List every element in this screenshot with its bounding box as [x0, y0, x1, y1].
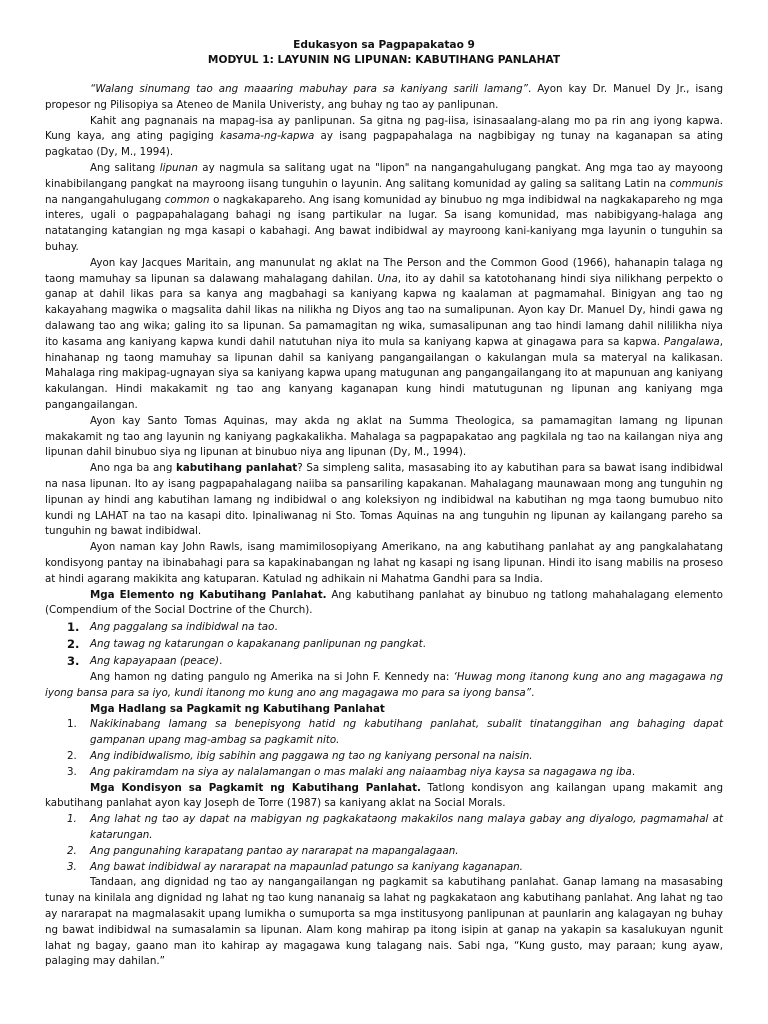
list-item: [45, 844, 723, 860]
title-spacer: [45, 68, 723, 82]
paragraph-kabutihan: [45, 461, 723, 540]
list-item: [45, 636, 723, 653]
subject-title: Edukasyon sa Pagpapakatao 9: [293, 39, 475, 51]
paragraph-kennedy: [45, 670, 723, 702]
kapwa-text-b: ay isang pagpapahalaga na nagbibigay ng tunay na kaganapan sa ating pagkatao (Dy, M., 1994).: [45, 130, 723, 159]
paragraph-kondisyon: [45, 781, 723, 813]
paragraph-aquinas: Ayon kay Santo Tomas Aquinas, may akda ng aklat na Summa Theologica, sa pamamagitan lamang ng lipunan makakamit ng tao ang layunin ng kaniyang pagkakalikha. Mahalaga sa pagpapakatao ang pagkilala ng tao na kailangan niya ang lipunan dahil binubuo siya ng lipunan at binubuo niya ang lipunan (Dy, M., 1994).: [45, 414, 723, 459]
elemento-heading: Mga Elemento ng Kabutihang Panlahat.: [90, 588, 327, 601]
kennedy-quote: ‘Huwag mong itanong kung ano ang magagawa ng iyong bansa para sa iyo, kundi itanong mo kung ano ang magagawa mo para sa iyong bansa”: [45, 671, 723, 699]
kondisyon-text: Tatlong kondisyon ang kailangan upang makamit ang kabutihang panlahat ayon kay Joseph de Torre (1987) sa kaniyang aklat na Social Morals.: [45, 781, 723, 810]
elemento-text: Ang kabutihang panlahat ay binubuo ng tatlong mahahalagang elemento (Compendium of the Social Doctrine of the Church).: [45, 588, 723, 617]
hadlang-heading: Mga Hadlang sa Pagkamit ng Kabutihang Panlahat: [90, 702, 385, 715]
lipunan-emphasis-2: communis: [669, 177, 723, 190]
lipunan-text-d: o nagkakapareho. Ang isang komunidad ay binubuo ng mga indibidwal na nagkakapareho ng mga interes, ugali o pagpapahalagang bahagi ng isang partikular na lugar. Sa isang komunidad, mas nabibigyang-halaga ang natatanging katangian ng mga kasapi o kabahagi. Ang bawat indibidwal ay mayroong kani-kaniyang mga layunin o tunguhin sa buhay.: [45, 193, 724, 253]
paragraph-elemento: [45, 588, 723, 620]
list-number: 2.: [67, 750, 77, 763]
kondisyon-list: [45, 812, 723, 875]
list-item-text: Ang lahat ng tao ay dapat na mabigyan ng pagkakataong makakilos nang malaya gabay ang diyalogo, pagmamahal at katarungan.: [90, 813, 723, 842]
paragraph-tandaan: Tandaan, ang dignidad ng tao ay nangangailangan ng pagkamit sa kabutihang panlahat. Ganap lamang na masasabing tunay na kinilala ang dignidad ng lahat ng tao kung nananaig sa lahat ng pagkakataon ang kabutihang panlahat. Ang lahat ng tao ay nararapat na magmalasakit upang lumikha o sumuporta sa mga institusyong panlipunan at paunlarin ang kalagayan ng buhay ng bawat indibidwal na sumasalamin sa lipunan. Alam kong mahirap pa itong isipin at ganap na yakapin sa kasalukuyan ngunit lahat ng bagay, gaano man ito kahirap ay magagawa kung talagang nais. Sabi nga, “Kung gusto, may paraan; kung ayaw, palaging may dahilan.”: [45, 876, 723, 968]
list-number: 3.: [67, 654, 80, 669]
kabutihan-bold-term: kabutihang panlahat: [176, 462, 298, 475]
list-number: 3.: [67, 765, 77, 778]
list-item-text: Ang indibidwalismo, ibig sabihin ang paggawa ng tao ng kaniyang personal na naisin.: [90, 750, 533, 763]
list-number: 1.: [67, 620, 80, 635]
list-item-text: Ang paggalang sa indibidwal na tao: [90, 621, 275, 634]
list-item: [45, 765, 723, 781]
paragraph-intro: [45, 82, 723, 114]
kabutihan-text-b: ? Sa simpleng salita, masasabing ito ay kabutihan para sa bawat isang indibidwal na nasa lipunan. Ito ay isang pagpapahalagang naiiba sa pansariling kapakanan. Mahalagang maunawaan mong ang tunguhin ng lipunan ay hindi ang kabutihan lamang ng indibidwal o ang koleksiyon ng indibidwal na kabutihan ng mga taong bumubuo nito kundi ng LAHAT na tao na kasapi dito. Ipinaliwanag ni Sto. Tomas Aquinas na ang tunguhin ng lipunan ay kailangang pareho sa tunguhin ng bawat indibidwal.: [45, 462, 724, 538]
module-title: MODYUL 1: LAYUNIN NG LIPUNAN: KABUTIHANG PANLAHAT: [207, 54, 561, 66]
lipunan-text-a: Ang salitang: [90, 161, 160, 174]
list-number: 1.: [67, 718, 77, 731]
list-number: 1.: [67, 813, 77, 826]
list-item: [45, 619, 723, 636]
list-item: [45, 749, 723, 765]
list-item: [45, 717, 723, 749]
paragraph-lipunan: [45, 161, 723, 256]
list-item: [45, 812, 723, 844]
kennedy-text-b: .: [531, 686, 535, 699]
maritain-text-c: , hinahanap ng taong mamuhay sa lipunan dahil sa kaniyang pangangailangan o kakulangan mula sa materyal na kalikasan. Mahalaga ring makipag-ugnayan siya sa kaniyang kapwa upang matugunan ang pangangailangang ito at mapunuan ang kaniyang kakulangan. Hindi makakamit ng tao ang kanyang kaganapan kung hindi matutugunan ng lipunan ang kaniyang mga pangangailangan.: [45, 335, 723, 411]
lipunan-text-c: na nangangahulugang: [45, 193, 165, 206]
list-number: 2.: [67, 844, 77, 857]
kondisyon-heading: Mga Kondisyon sa Pagkamit ng Kabutihang Panlahat.: [90, 781, 421, 794]
document-page: [45, 38, 723, 970]
list-item-text: Nakikinabang lamang sa benepisyong hatid ng kabutihang panlahat, subalit tinatanggihan ang bahaging dapat gampanan upang mag-ambag sa pagkamit nito.: [90, 718, 723, 747]
paragraph-kapwa: [45, 114, 723, 161]
list-item-tail: .: [422, 638, 426, 651]
maritain-emphasis-2: Pangalawa: [663, 335, 720, 348]
list-item-text: Ang pakiramdam na siya ay nalalamangan o mas malaki ang naiaambag niya kaysa sa nagagawa ng iba: [90, 765, 632, 778]
lipunan-emphasis-1: lipunan: [159, 161, 198, 174]
list-item-tail: .: [631, 765, 636, 778]
list-item: [45, 653, 723, 670]
list-item-text: Ang tawag ng katarungan o kapakanang panlipunan ng pangkat: [90, 638, 423, 651]
kapwa-text-a: Kahit ang pagnanais na mapag-isa ay panlipunan. Sa gitna ng pag-iisa, isinasaalang-alang mo pa rin ang iyong kapwa. Kung kaya, ang ating pagiging: [45, 114, 723, 143]
intro-quote: “Walang sinumang tao ang maaaring mabuhay para sa kaniyang sarili lamang”: [90, 83, 529, 95]
list-item-tail: .: [274, 621, 278, 634]
lipunan-emphasis-3: common: [164, 193, 210, 206]
kapwa-emphasis: kasama-ng-kapwa: [220, 130, 315, 143]
lipunan-text-b: ay nagmula sa salitang ugat na "lipon" na nangangahulugang pangkat. Ang mga tao ay mayoong kinabibilangang pangkat na mayroong iisang tunguhin o layunin. Ang salitang komunidad ay galing sa salitang Latin na: [45, 161, 723, 190]
intro-text: . Ayon kay Dr. Manuel Dy Jr., isang propesor ng Pilisopiya sa Ateneo de Manila Univeristy, ang buhay ng tao ay panlipunan.: [45, 83, 724, 111]
paragraph-rawls: Ayon naman kay John Rawls, isang mamimilosopiyang Amerikano, na ang kabutihang panlahat ay ang pangkalahatang kondisyong pantay na ibinabahagi para sa kapakinabangan ng lahat ng kasapi ng isang lipunan. Hindi ito isang mabilis na proseso at hindi agarang makikita ang katuparan. Katulad ng adhikain ni Mahatma Gandhi para sa India.: [45, 541, 723, 585]
kabutihan-text-a: Ano nga ba ang: [90, 462, 177, 475]
list-number: 2.: [67, 637, 80, 652]
list-item-tail: .: [219, 655, 223, 668]
maritain-emphasis-1: Una: [377, 272, 398, 285]
paragraph-maritain: [45, 256, 723, 414]
maritain-text-a: Ayon kay Jacques Maritain, ang manunulat ng aklat na The Person and the Common Good (1966), hahanapin talaga ng taong mamuhay sa lipunan sa dalawang mahalagang dahilan.: [45, 256, 723, 285]
elemento-list: [45, 619, 723, 670]
list-item-text: Ang kapayapaan (peace): [90, 655, 220, 668]
list-item: [45, 860, 723, 876]
list-item-text: Ang pangunahing karapatang pantao ay nararapat na mapangalagaan.: [90, 844, 459, 857]
hadlang-list: [45, 717, 723, 780]
list-item-text: Ang bawat indibidwal ay nararapat na mapaunlad patungo sa kaniyang kaganapan.: [90, 860, 523, 873]
list-number: 3.: [67, 860, 77, 873]
maritain-text-b: , ito ay dahil sa katotohanang hindi siya nilikhang perpekto o ganap at dahil likas para sa kanya ang magbahagi sa kaniyang kapwa ng kaalaman at pagmamahal. Binigyan ang tao ng kakayahang magwika o magsalita dahil likas na nilikha ng Diyos ang tao na sumalipunan. Ayon kay Dr. Manuel Dy, hindi gawa ng dalawang tao ang wika; galing ito sa lipunan. Sa pamamagitan ng wika, sumasalipunan ang tao hindi lamang dahil nililikha niya ito kasama ang kaniyang kapwa kundi dahil natutuhan niya ito mula sa kaniyang kapwa at ginagawa para sa kapwa.: [45, 272, 724, 348]
kennedy-text-a: Ang hamon ng dating pangulo ng Amerika na si John F. Kennedy na:: [90, 671, 454, 684]
